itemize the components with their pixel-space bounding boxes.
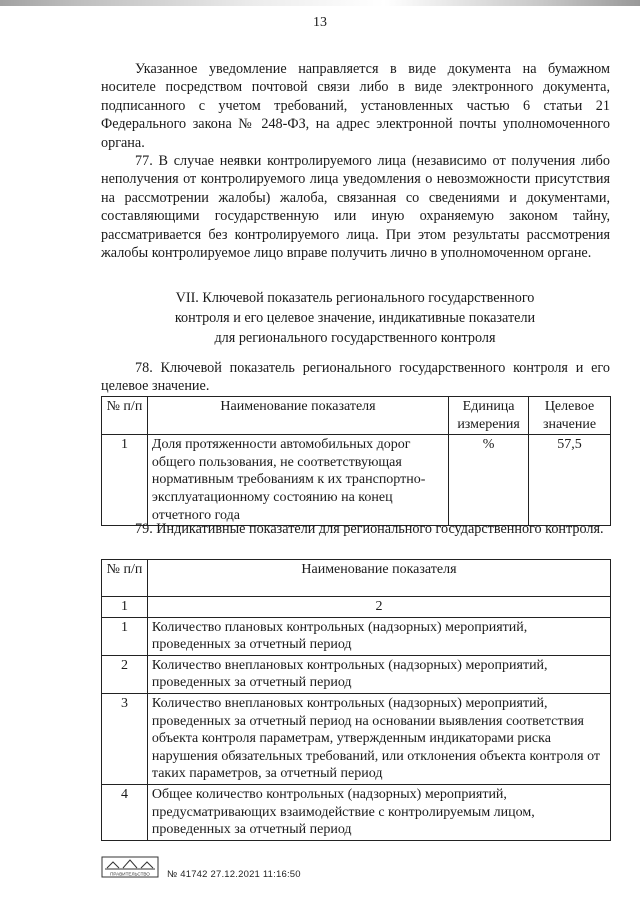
- table-row: [102, 784, 611, 840]
- registration-stamp: № 41742 27.12.2021 11:16:50: [167, 869, 301, 880]
- paragraph-78: 78. Ключевой показатель регионального государственного контроля и его целевое значение.: [101, 360, 610, 395]
- paragraph-notification: Указанное уведомление направляется в виде документа на бумажном носителе посредством почтовой связи либо в виде электронного документа, подписанного с учетом требований, установленных частью 6 статьи 21 Федерального закона № 248-ФЗ, на адрес электронной почты уполномоченного органа.: [101, 61, 610, 151]
- indicator-num: 4: [102, 784, 148, 840]
- kpi-cell-num: 1: [102, 435, 148, 526]
- section-heading-line-3: для регионального государственного контроля: [214, 330, 496, 346]
- paragraph-77: 77. В случае неявки контролируемого лица (независимо от получения либо неполучения от контролируемого лица уведомления о невозможности присутствия на рассмотрении жалобы) жалоба, связанная со сведениями и документами, составляющими государственную или иную охраняемую законом тайну, рассматривается без контролируемого лица. При этом результаты рассмотрения жалобы контролируемое лицо вправе получить лично в уполномоченном органе.: [101, 153, 610, 262]
- table-row: [102, 617, 611, 655]
- section-heading: [120, 288, 590, 348]
- kpi-table-header: [102, 397, 611, 435]
- government-seal-icon: [101, 856, 159, 878]
- section-heading-line-1: VII. Ключевой показатель регионального государственного: [175, 290, 535, 306]
- indicators-table: [101, 559, 611, 841]
- indicator-name: Общее количество контрольных (надзорных) мероприятий, предусматривающих взаимодействие с контролируемым лицом, проведенных за отчетный период: [147, 784, 610, 840]
- scan-edge: [0, 0, 640, 6]
- column-number-2: 2: [147, 597, 610, 618]
- kpi-header-name: Наименование показателя: [147, 397, 448, 435]
- table-row: [102, 655, 611, 693]
- indicator-name: Количество внеплановых контрольных (надзорных) мероприятий, проведенных за отчетный период: [147, 655, 610, 693]
- kpi-table: [101, 396, 611, 526]
- indicator-num: 1: [102, 617, 148, 655]
- kpi-cell-unit: %: [449, 435, 529, 526]
- column-number-1: 1: [102, 597, 148, 618]
- page-number: 13: [313, 15, 327, 30]
- paragraph-79: 79. Индикативные показатели для регионального государственного контроля.: [135, 521, 604, 537]
- section-heading-line-2: контроля и его целевое значение, индикативные показатели: [174, 310, 536, 326]
- table-row: [102, 693, 611, 784]
- indicators-header-num: № п/п: [102, 560, 148, 597]
- indicator-num: 2: [102, 655, 148, 693]
- indicators-table-header: [102, 560, 611, 597]
- kpi-header-num: № п/п: [102, 397, 148, 435]
- footer: [101, 856, 621, 886]
- indicator-num: 3: [102, 693, 148, 784]
- kpi-cell-target: 57,5: [529, 435, 611, 526]
- kpi-header-target: Целевое значение: [529, 397, 611, 435]
- table-row: [102, 435, 611, 526]
- indicator-name: Количество внеплановых контрольных (надзорных) мероприятий, проведенных за отчетный период на основании выявления соответствия объекта контроля параметрам, утвержденным индикаторами риска нарушения обязательных требований, или отклонения объекта контроля от таких параметров, за отчетный период: [147, 693, 610, 784]
- indicator-name: Количество плановых контрольных (надзорных) мероприятий, проведенных за отчетный период: [147, 617, 610, 655]
- indicators-header-name: Наименование показателя: [147, 560, 610, 597]
- indicators-column-numbers: [102, 597, 611, 618]
- kpi-header-unit: Единица измерения: [449, 397, 529, 435]
- kpi-cell-name: Доля протяженности автомобильных дорог общего пользования, не соответствующая нормативным требованиям к их транспортно-эксплуатационному состоянию на конец отчетного года: [147, 435, 448, 526]
- seal-caption: ПРАВИТЕЛЬСТВО: [110, 871, 150, 877]
